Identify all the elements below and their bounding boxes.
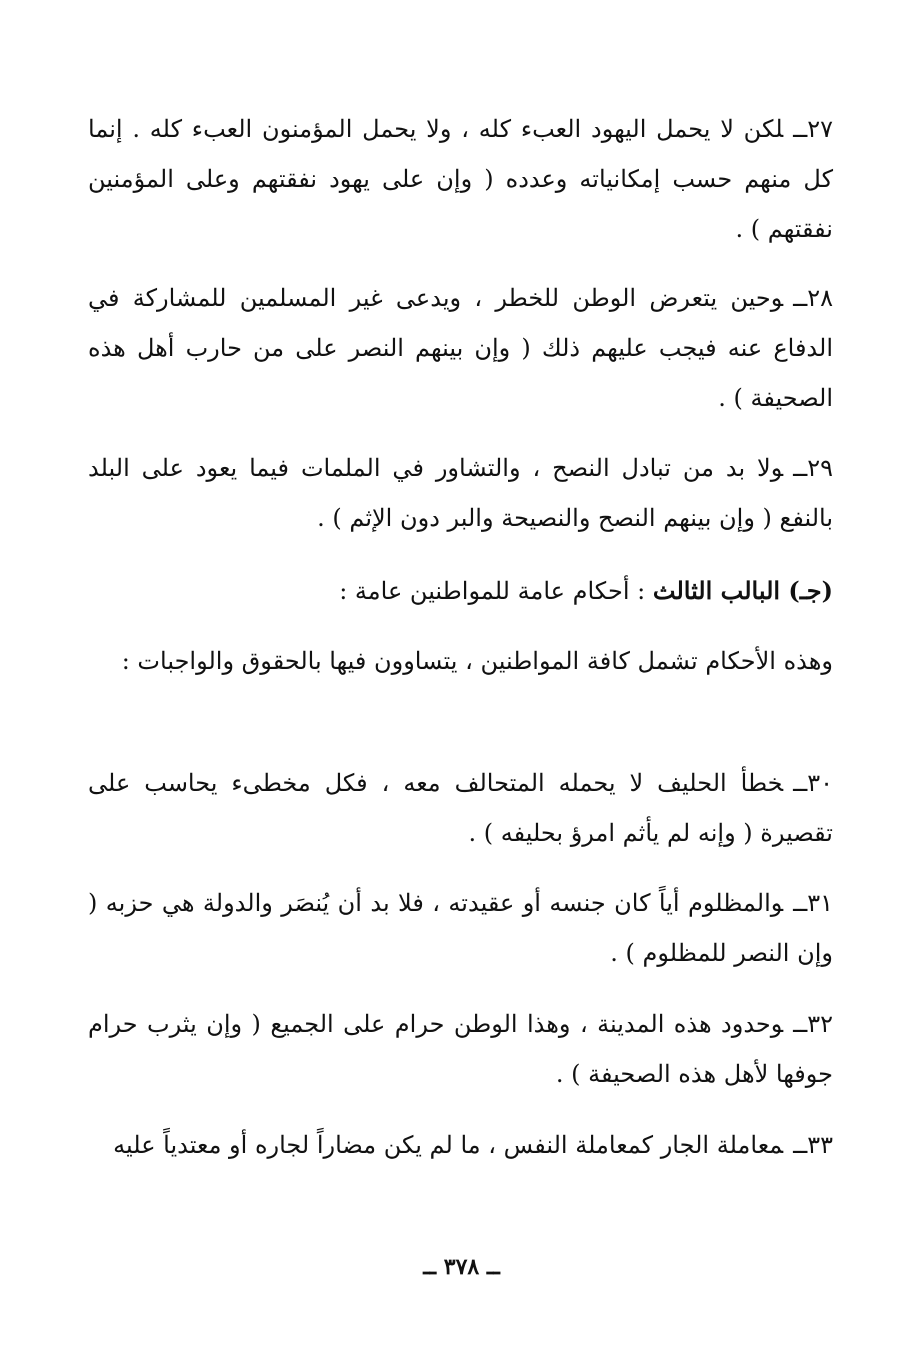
section-intro	[88, 636, 833, 686]
clause-text: وحدود هذه المدينة ، وهذا الوطن حرام على الجميع ( وإن يثرب حرام جوفها لأهل هذه الصحيفة ) .	[88, 1010, 833, 1088]
clause-number: ٢٧ــ	[793, 115, 833, 143]
clause-31	[88, 878, 833, 978]
clause-30	[88, 758, 833, 858]
section-label: (جـ) البالب الثالث	[652, 576, 833, 605]
clause-text: ولا بد من تبادل النصح ، والتشاور في الملمات فيما يعود على البلد بالنفع ( وإن بينهم النصح والنصيحة والبر دون الإثم ) .	[88, 454, 833, 532]
section-heading	[88, 571, 833, 611]
clause-number: ٢٩ــ	[793, 454, 833, 482]
clause-number: ٢٨ــ	[793, 284, 833, 312]
clause-number: ٣١ــ	[793, 889, 833, 917]
clause-28	[88, 273, 833, 423]
clause-27	[88, 104, 833, 254]
clause-number: ٣٣ــ	[793, 1131, 833, 1159]
clause-text: وحين يتعرض الوطن للخطر ، ويدعى غير المسلمين للمشاركة في الدفاع عنه فيجب عليهم ذلك ( وإن بينهم النصر على من حارب أهل هذه الصحيفة ) .	[88, 284, 833, 412]
clause-text: معاملة الجار كمعاملة النفس ، ما لم يكن مضاراً لجاره أو معتدياً عليه	[113, 1131, 784, 1159]
clause-text: لكن لا يحمل اليهود العبء كله ، ولا يحمل المؤمنون العبء كله . إنما كل منهم حسب إمكانياته وعدده ( وإن على يهود نفقتهم وعلى المؤمنين نفقتهم ) .	[88, 115, 833, 243]
clause-number: ٣٠ــ	[793, 769, 834, 797]
clause-text: خطأ الحليف لا يحمله المتحالف معه ، فكل مخطىء يحاسب على تقصيرة ( وإنه لم يأثم امرؤ بحليفه ) .	[88, 769, 833, 847]
clause-32	[88, 999, 833, 1099]
clause-33	[88, 1120, 833, 1170]
intro-text: وهذه الأحكام تشمل كافة المواطنين ، يتساوون فيها بالحقوق والواجبات :	[121, 647, 833, 675]
clause-text: والمظلوم أياً كان جنسه أو عقيدته ، فلا بد أن يُنصَر والدولة هي حزبه ( وإن النصر للمظلوم ) .	[88, 889, 833, 967]
page-number: ــ ٣٧٨ ــ	[423, 1254, 500, 1280]
clause-number: ٣٢ــ	[793, 1010, 833, 1038]
clause-29	[88, 443, 833, 543]
section-title: : أحكام عامة للمواطنين عامة :	[339, 577, 646, 605]
